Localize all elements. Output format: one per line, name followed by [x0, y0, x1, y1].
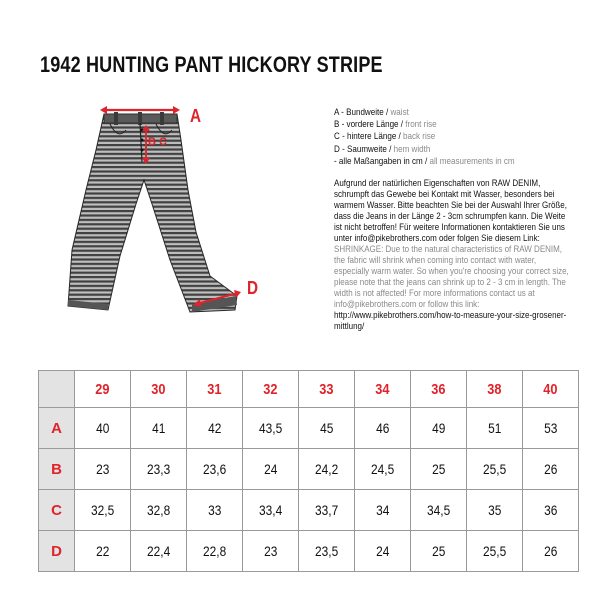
table-cell: 23,3	[131, 449, 187, 490]
table-cell: 26	[523, 531, 579, 572]
measure-guide-link[interactable]: http://www.pikebrothers.com/how-to-measure-your-size-grosener-mittlung/	[334, 310, 567, 331]
belt-loop	[114, 112, 118, 125]
table-cell: 33	[187, 490, 243, 531]
size-header: 30	[131, 371, 187, 408]
row-header: B	[39, 449, 75, 490]
shrinkage-note-en: SHRINKAGE: Due to the natural characteristics of RAW DENIM, the fabric will shrink when coming into contact with water, especially warm water. So when you're choosing your correct size, please note that the jeans can shrink up to 2 - 3 cm in length. The width is not affected! For more informations contact us at info@pikebrothers.com or follow this link:	[334, 244, 569, 309]
label-bc: B C	[148, 136, 167, 148]
table-cell: 25,5	[467, 531, 523, 572]
table-cell: 23,6	[187, 449, 243, 490]
table-row	[39, 449, 579, 490]
belt-loop	[160, 112, 164, 125]
table-cell: 46	[355, 408, 411, 449]
table-cell: 25,5	[467, 449, 523, 490]
table-cell: 25	[411, 449, 467, 490]
table-cell: 40	[75, 408, 131, 449]
table-cell: 34	[355, 490, 411, 531]
table-cell: 23,5	[299, 531, 355, 572]
shrinkage-note	[334, 178, 571, 332]
table-cell: 33,4	[243, 490, 299, 531]
size-header: 40	[523, 371, 579, 408]
table-cell: 32,8	[131, 490, 187, 531]
table-cell: 34,5	[411, 490, 467, 531]
table-corner	[39, 371, 75, 408]
table-cell: 23	[243, 531, 299, 572]
table-cell: 35	[467, 490, 523, 531]
size-chart-table	[38, 370, 579, 572]
row-header: A	[39, 408, 75, 449]
table-row	[39, 408, 579, 449]
table-cell: 49	[411, 408, 467, 449]
page-title: 1942 HUNTING PANT HICKORY STRIPE	[40, 52, 383, 77]
measurement-legend	[334, 106, 540, 167]
label-d: D	[247, 278, 259, 298]
table-cell: 53	[523, 408, 579, 449]
table-cell: 24	[243, 449, 299, 490]
table-cell: 36	[523, 490, 579, 531]
legend-row-a: A - Bundweite / waist	[334, 106, 409, 117]
pants-illustration	[60, 100, 290, 330]
size-header: 32	[243, 371, 299, 408]
label-a: A	[190, 106, 202, 126]
table-cell: 22	[75, 531, 131, 572]
table-cell: 25	[411, 531, 467, 572]
size-header: 29	[75, 371, 131, 408]
table-cell: 32,5	[75, 490, 131, 531]
row-header: D	[39, 531, 75, 572]
size-header: 31	[187, 371, 243, 408]
size-header-row	[39, 371, 579, 408]
table-cell: 22,8	[187, 531, 243, 572]
table-cell: 33,7	[299, 490, 355, 531]
legend-row-units: - alle Maßangaben in cm / all measurements in cm	[334, 154, 515, 166]
table-cell: 24,5	[355, 449, 411, 490]
size-header: 38	[467, 371, 523, 408]
table-cell: 24,2	[299, 449, 355, 490]
size-header: 33	[299, 371, 355, 408]
table-cell: 24	[355, 531, 411, 572]
table-cell: 23	[75, 449, 131, 490]
table-row	[39, 531, 579, 572]
table-row	[39, 490, 579, 531]
legend-row-d: D - Saumweite / hem width	[334, 142, 431, 154]
legend-row-b: B - vordere Länge / front rise	[334, 118, 437, 130]
table-cell: 43,5	[243, 408, 299, 449]
legend-row-c: C - hintere Länge / back rise	[334, 130, 436, 142]
table-cell: 51	[467, 408, 523, 449]
table-cell: 41	[131, 408, 187, 449]
table-cell: 42	[187, 408, 243, 449]
shrinkage-note-de: Aufgrund der natürlichen Eigenschaften von RAW DENIM, schrumpft das Gewebe bei Kontakt mit Wasser, besonders bei warmem Wasser. Bitte beachten Sie bei der Auswahl Ihrer Größe, dass die Jeans in der Länge 2 - 3cm schrumpfen kann. Die Weite ist nicht betroffen! Für weitere Informationen kontaktieren Sie uns unter info@pikebrothers.com oder folgen Sie diesem Link:	[334, 178, 567, 243]
row-header: C	[39, 490, 75, 531]
size-header: 36	[411, 371, 467, 408]
table-cell: 22,4	[131, 531, 187, 572]
table-cell: 26	[523, 449, 579, 490]
size-header: 34	[355, 371, 411, 408]
table-cell: 45	[299, 408, 355, 449]
